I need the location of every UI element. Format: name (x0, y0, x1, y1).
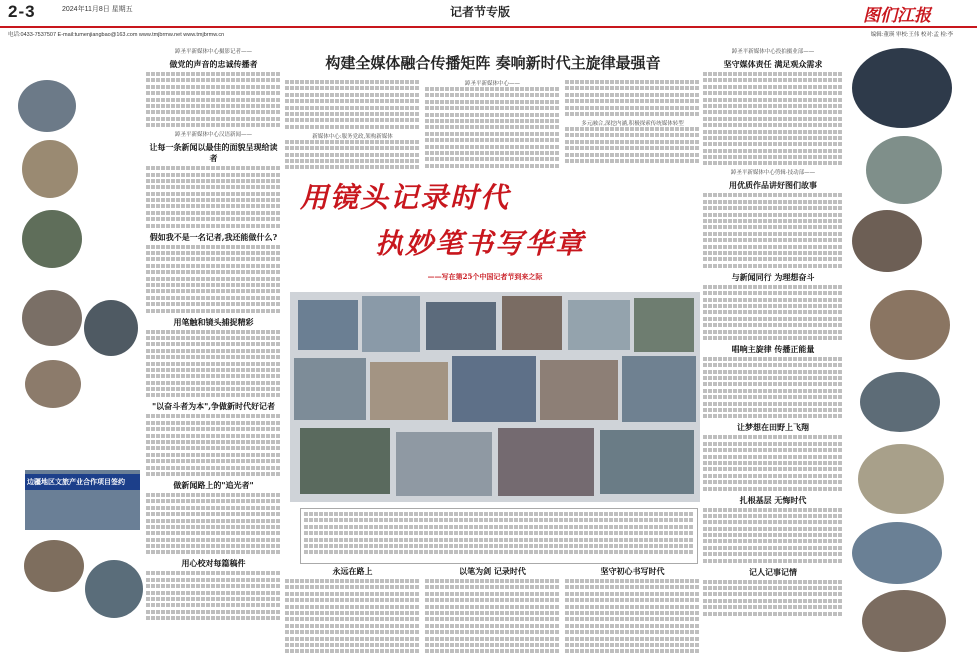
article-headline: 做新闻路上的"追光者" (173, 479, 254, 490)
bottom-article-3 (565, 562, 700, 657)
main-headline: 构建全媒体融合传播矩阵 奏响新时代主旋律最强音 (325, 54, 661, 72)
collage-photo (568, 300, 630, 350)
middle-article-col1 (285, 80, 420, 172)
collage-photo (370, 362, 448, 420)
article-kicker: 踔圣平新媒体中心投拍摄业部—— (731, 49, 815, 55)
hero-title-line2: 执妙笔书写华章 (375, 227, 586, 260)
reporter-photo (870, 290, 950, 360)
issue-date: 2024年11月8日 星期五 (62, 6, 133, 13)
article-headline: 用心校对每篇稿件 (181, 558, 246, 569)
hero-subtitle: ——写在第25个中国记者节到来之际 (427, 272, 543, 281)
article-headline: 与新闻同行 为理想奋斗 (731, 271, 815, 282)
header-editors: 编辑:董瑛 审校:王伟 校对:孟 检:李 (870, 32, 953, 38)
reporter-photo (852, 48, 952, 128)
reporter-photo (18, 80, 76, 132)
article-subhead: 多元融合,深挖内涵,积极探索传统媒体转型 (581, 120, 684, 127)
article-headline: 以笔为剑 记录时代 (459, 566, 526, 576)
collage-photo (600, 430, 694, 494)
reporter-photo (22, 210, 82, 268)
bottom-article-2 (425, 562, 560, 657)
collage-photo (396, 432, 492, 496)
page-header (0, 0, 977, 24)
article-headline: 做党的声音的忠诚传播者 (169, 59, 258, 69)
reporter-photo (862, 590, 946, 652)
reporter-photo (85, 560, 143, 618)
article-headline: 假如我不是一名记者,我还能做什么? (149, 231, 278, 242)
article-headline: 永远在路上 (332, 566, 373, 576)
article-headline: 让梦想在田野上飞翔 (737, 422, 809, 433)
reporter-photo (25, 360, 81, 408)
collage-photo (300, 428, 390, 494)
photo-collage (290, 292, 700, 502)
signing-ceremony-photo (25, 470, 140, 530)
right-article-column (703, 44, 843, 654)
reporter-photo (860, 372, 940, 432)
ceremony-banner: 边疆地区文旅产业合作项目签约 (25, 474, 140, 490)
masthead-logo: 图们江报 (863, 6, 931, 26)
collage-photo (452, 356, 536, 422)
left-article-column (146, 44, 281, 654)
reporter-photo (84, 300, 138, 356)
article-subhead: 新媒体中心:服务党政,架构新媒体 (312, 133, 393, 140)
intro-box (300, 508, 698, 564)
reporter-photo (852, 210, 922, 272)
article-kicker: 踔圣平新媒体中心汉语新闻—— (174, 132, 252, 139)
section-title: 记者节专版 (450, 5, 511, 19)
collage-photo (498, 428, 594, 496)
collage-photo (502, 296, 562, 350)
header-rule (0, 26, 977, 28)
reporter-photo (866, 136, 942, 204)
header-contacts: 电话:0433-7537507 E-mail:tumenjiangbao@163.com www.tmjbrmw.net www.tmjbrmw.cn (8, 32, 225, 38)
collage-photo (298, 300, 358, 350)
article-headline: 坚守初心书写时代 (600, 566, 665, 576)
article-headline: "以奋斗者为本",争做新时代好记者 (151, 401, 276, 412)
collage-photo (622, 356, 696, 422)
article-headline: 记人记事记情 (749, 566, 797, 577)
article-headline: 让每一条新闻以最佳的面貌呈现给读者 (149, 142, 278, 164)
middle-article-col2 (425, 76, 560, 172)
collage-photo (294, 358, 366, 420)
reporter-photo (22, 290, 82, 346)
collage-photo (540, 360, 618, 420)
article-kicker: 踔圣平新媒体中心—— (464, 81, 520, 87)
reporter-photo (858, 444, 944, 514)
article-headline: 用笔触和镜头捕捉精彩 (173, 316, 254, 327)
collage-photo (426, 302, 496, 350)
collage-photo (634, 298, 694, 352)
article-headline: 用优质作品讲好图们故事 (729, 180, 817, 191)
hero-title-line1: 用镜头记录时代 (300, 181, 511, 214)
article-kicker: 踔圣平新媒体中心摄影记者—— (174, 49, 252, 55)
reporter-photo (852, 522, 942, 584)
middle-article-col3 (565, 80, 700, 172)
reporter-photo (24, 540, 84, 592)
reporter-photo (22, 140, 78, 198)
collage-photo (362, 296, 420, 352)
article-headline: 唱响主旋律 传播正能量 (731, 343, 815, 354)
article-headline: 扎根基层 无悔时代 (739, 494, 807, 505)
article-kicker: 踔圣平新媒体中心剪辑·技动部—— (730, 170, 816, 177)
bottom-article-1 (285, 562, 420, 657)
page-number: 2-3 (8, 2, 36, 21)
article-headline: 坚守媒体责任 满足观众需求 (723, 59, 823, 69)
